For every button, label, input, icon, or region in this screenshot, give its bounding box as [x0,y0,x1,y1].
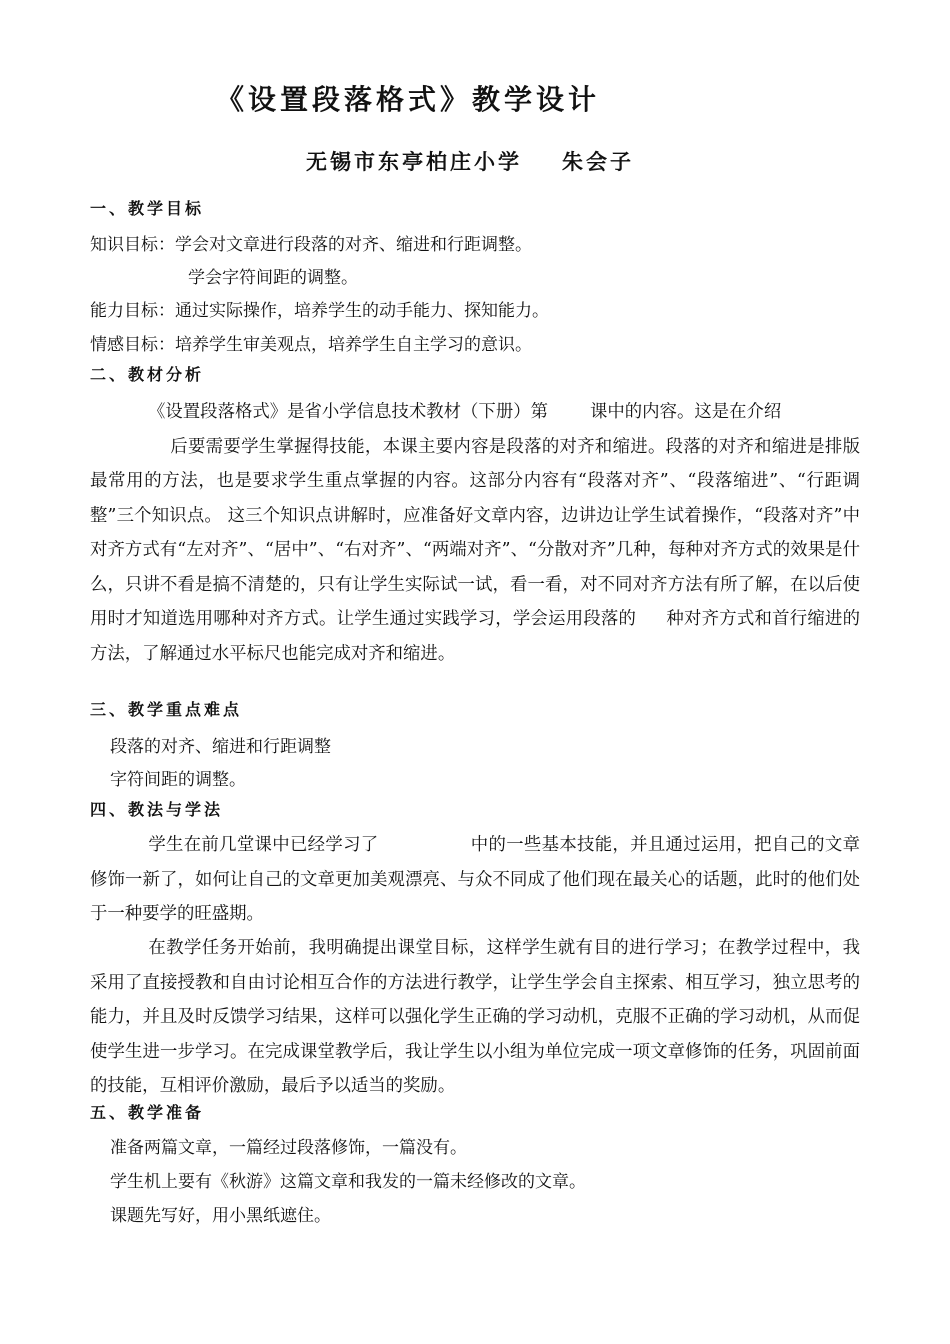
author-school: 无锡市东亭柏庄小学 [306,149,522,174]
goal-ability-text: 通过实际操作，培养学生的动手能力、探知能力。 [175,301,549,321]
section-heading-methods: 四、教法与学法 [90,800,224,819]
goal-emotion [90,334,532,356]
goal-ability-label: 能力目标： [90,301,175,321]
section-heading-preparation: 五、教学准备 [90,1103,205,1122]
preparation-item-3: 课题先写好，用小黑纸遮住。 [110,1206,331,1226]
goal-ability [90,300,549,322]
analysis-paragraph [90,395,860,671]
goal-knowledge [90,234,532,256]
methods-text-a: 学生在前几堂课中已经学习了 [148,835,379,855]
key-point-item-1: 段落的对齐、缩进和行距调整 [110,737,331,757]
analysis-text-b: 课中的内容。这是在介绍 [590,402,782,422]
goal-knowledge-text-2: 学会字符间距的调整。 [188,268,358,288]
goal-emotion-label: 情感目标： [90,335,175,355]
section-heading-goals: 一、教学目标 [90,199,205,218]
methods-paragraph-1 [90,828,860,932]
analysis-text-d: 种对齐方式和首行缩进的方法，了解通过水平标尺也能完成对齐和缩进。 [90,609,860,664]
author-byline [306,146,634,176]
section-heading-key-points: 三、教学重点难点 [90,700,243,719]
section-heading-analysis: 二、教材分析 [90,365,205,384]
analysis-text-a: 《设置段落格式》是省小学信息技术教材（下册）第 [148,402,548,422]
methods-paragraph-2 [90,931,860,1104]
preparation-item-2: 学生机上要有《秋游》这篇文章和我发的一篇未经修改的文章。 [110,1172,586,1192]
analysis-text-c: 后要需要学生掌握得技能，本课主要内容是段落的对齐和缩进。段落的对齐和缩进是排版最常用的方法，也是要求学生重点掌握的内容。这部分内容有“段落对齐”、“段落缩进”、“行距调整”三个知识点。 这三个知识点讲解时，应准备好文章内容，边讲边让学生试着操作，“段落对齐”中对齐方式有“左对齐”、“居中”、“右对齐”、“两端对齐”、“分散对齐”几种，每种对齐方式的效果是什么，只讲不看是搞不清楚的，只有让学生实际试一试，看一看，对不同对齐方法有所了解，在以后使用时才知道选用哪种对齐方式。让学生通过实践学习，学会运用段落的 [90,436,860,629]
goal-emotion-text: 培养学生审美观点，培养学生自主学习的意识。 [175,335,532,355]
goal-knowledge-text-1: 学会对文章进行段落的对齐、缩进和行距调整。 [175,235,532,255]
document-title: 《设置段落格式》教学设计 [216,83,601,116]
goal-knowledge-label: 知识目标： [90,235,175,255]
methods-text-p2: 在教学任务开始前，我明确提出课堂目标，这样学生就有目的进行学习；在教学过程中，我采用了直接授教和自由讨论相互合作的方法进行教学，让学生学会自主探索、相互学习，独立思考的能力，并且及时反馈学习结果，这样可以强化学生正确的学习动机，克服不正确的学习动机，从而促使学生进一步学习。在完成课堂教学后，我让学生以小组为单位完成一项文章修饰的任务，巩固前面的技能，互相评价激励，最后予以适当的奖励。 [90,938,860,1096]
methods-text-b: 中的一些基本技能，并且通过运用，把自己的文章修饰一新了，如何让自己的文章更加美观漂亮、与众不同成了他们现在最关心的话题，此时的他们处于一种要学的旺盛期。 [90,835,860,924]
preparation-item-1: 准备两篇文章，一篇经过段落修饰，一篇没有。 [110,1138,467,1158]
key-point-item-2: 字符间距的调整。 [110,770,246,790]
author-name: 朱会子 [562,149,634,174]
